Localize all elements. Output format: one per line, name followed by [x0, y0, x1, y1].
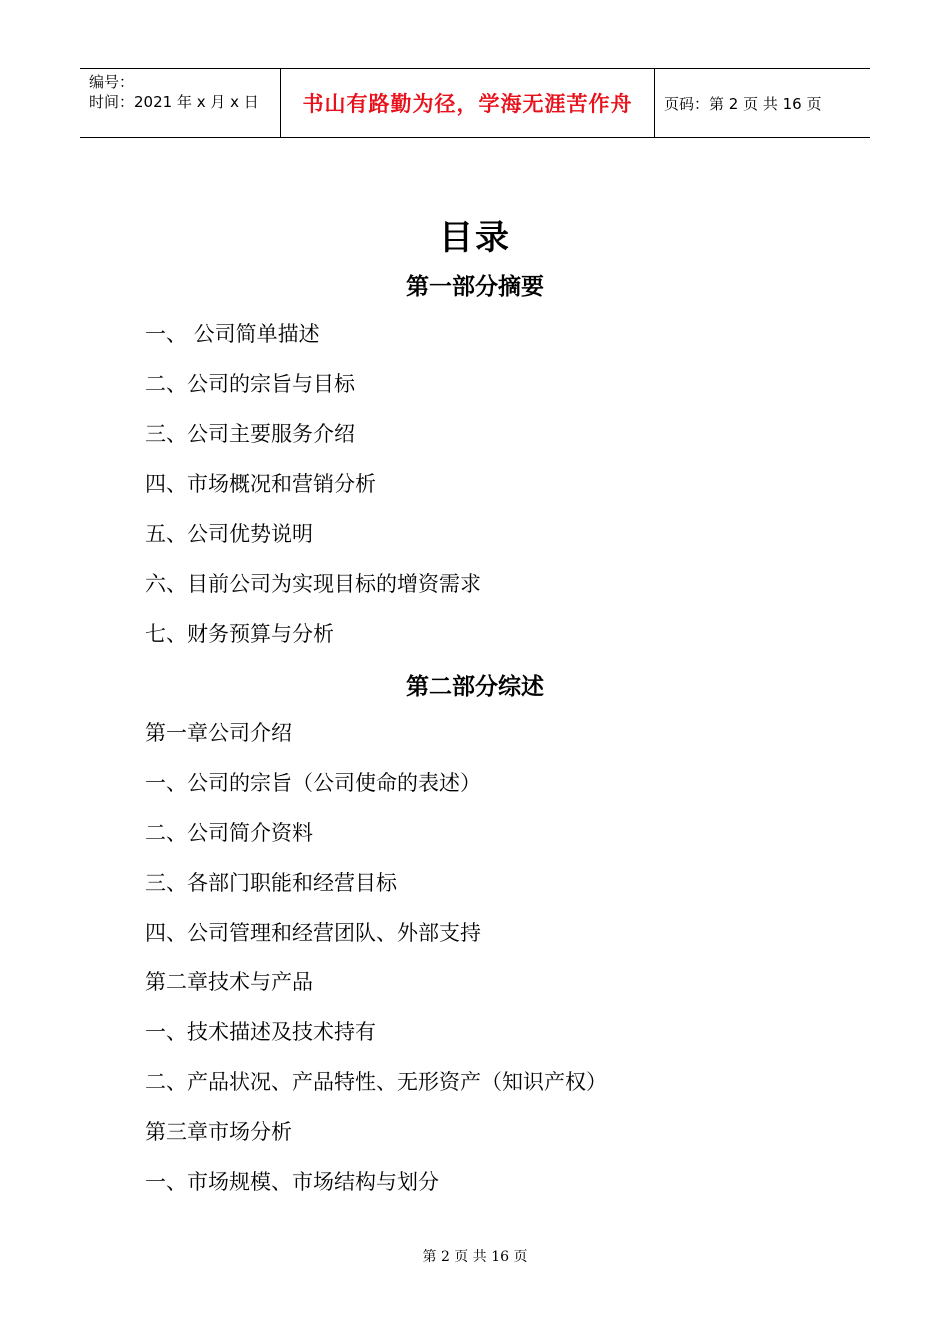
toc-item: 二、公司简介资料 [145, 821, 313, 845]
toc-item: 四、市场概况和营销分析 [145, 472, 376, 496]
document-number-label: 编号： [89, 73, 135, 91]
header-page-info: 页码：第 2 页 共 16 页 [664, 94, 822, 113]
toc-item: 二、产品状况、产品特性、无形资产（知识产权） [145, 1070, 607, 1094]
toc-item: 五、公司优势说明 [145, 522, 313, 546]
toc-item: 一、 公司简单描述 [145, 322, 320, 346]
toc-item: 一、公司的宗旨（公司使命的表述） [145, 771, 481, 795]
toc-item: 七、财务预算与分析 [145, 622, 334, 646]
toc-item: 第二章技术与产品 [145, 970, 313, 994]
toc-item: 第三章市场分析 [145, 1120, 292, 1144]
header-motto: 书山有路勤为径，学海无涯苦作舟 [281, 69, 655, 137]
toc-item: 一、技术描述及技术持有 [145, 1020, 376, 1044]
document-header [80, 68, 870, 138]
toc-item: 四、公司管理和经营团队、外部支持 [145, 921, 481, 945]
document-time-label: 时间：2021 年 x 月 x 日 [89, 93, 259, 111]
page-title: 目录 [439, 218, 511, 258]
toc-item: 三、各部门职能和经营目标 [145, 871, 397, 895]
toc-item: 三、公司主要服务介绍 [145, 422, 355, 446]
header-meta-cell [80, 69, 281, 137]
toc-item: 二、公司的宗旨与目标 [145, 372, 355, 396]
toc-item: 一、市场规模、市场结构与划分 [145, 1170, 439, 1194]
page-footer: 第 2 页 共 16 页 [422, 1249, 528, 1265]
toc-item: 第一章公司介绍 [145, 721, 292, 745]
part1-heading: 第一部分摘要 [406, 274, 544, 300]
toc-item: 六、目前公司为实现目标的增资需求 [145, 572, 481, 596]
part2-heading: 第二部分综述 [406, 674, 544, 700]
